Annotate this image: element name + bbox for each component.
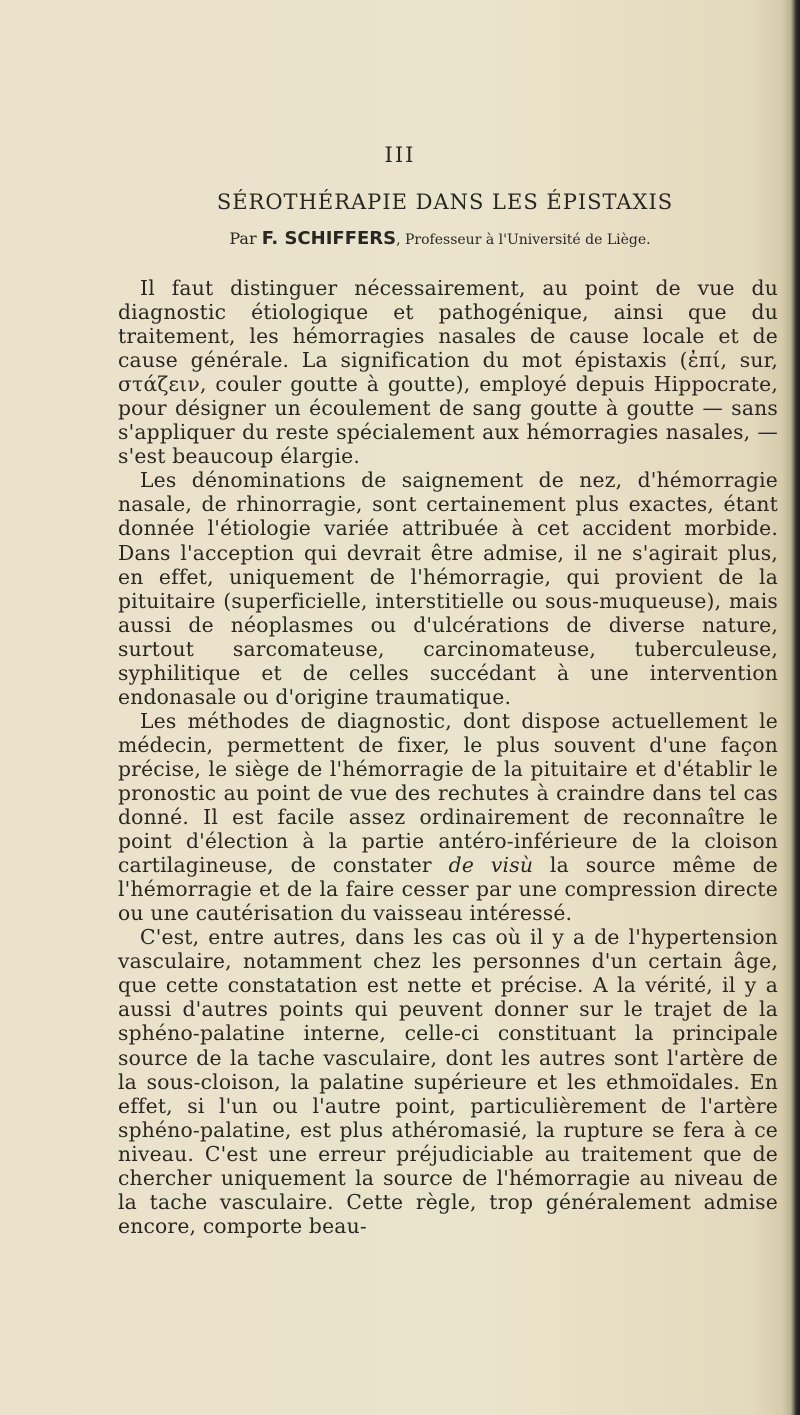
paragraph-3-text: Les méthodes de diagnostic, dont dispose actuellement le médecin, permettent de fixer, le plus souvent d'une façon précise, le siège de l'hémorragie de la pituitaire et d'établir le pronostic au point de vue des rechutes à craindre dans tel cas donné. Il est facile assez ordinairement de reconnaître le point d'élection à la partie antéro-inférieure de la cloison cartilagineuse, de constater bbox=[118, 708, 778, 878]
author-name: F. SCHIFFERS bbox=[261, 228, 397, 249]
paragraph-3-tail: la source même de l'hémorragie et de la faire cesser par une compression directe ou une cautérisation du vaisseau intéressé. bbox=[118, 853, 779, 926]
byline bbox=[0, 228, 800, 249]
paragraph-4: C'est, entre autres, dans les cas où il y a de l'hypertension vasculaire, notamment chez les personnes d'un certain âge, que cette constatation est nette et précise. A la vérité, il y a aussi d'autres points qui peuvent donner sur le trajet de la sphéno-palatine interne, celle-ci constituant la principale source de la tache vasculaire, dont les autres sont l'artère de la sous-cloison, la palatine supérieure et les ethmoïdales. En effet, si l'un ou l'autre point, particulièrement de l'artère sphéno-palatine, est plus athéromasié, la rupture se fera à ce niveau. C'est une erreur préjudiciable au traitement que de chercher uniquement la source de l'hémorragie au niveau de la tache vasculaire. Cette règle, trop généralement admise encore, comporte beau- bbox=[118, 925, 778, 1238]
paragraph-3-italic: de visù bbox=[448, 853, 534, 878]
article-body bbox=[118, 276, 778, 1238]
paragraph-3 bbox=[118, 709, 778, 925]
author-affiliation: , Professeur à l'Université de Liège. bbox=[396, 232, 651, 248]
paragraph-1: Il faut distinguer nécessairement, au point de vue du diagnostic étiologique et pathogénique, ainsi que du traitement, les hémorragies nasales de cause locale et de cause générale. La signification du mot épistaxis (ἐπί, sur, στάζειν, couler goutte à goutte), employé depuis Hippocrate, pour désigner un écoulement de sang goutte à goutte — sans s'appliquer du reste spécialement aux hémorragies nasales, — s'est beaucoup élargie. bbox=[118, 276, 778, 469]
chapter-number: III bbox=[384, 143, 416, 167]
paragraph-2: Les dénominations de saignement de nez, d'hémorragie nasale, de rhinorragie, sont certainement plus exactes, étant donnée l'étiologie variée attribuée à cet accident morbide. Dans l'acception qui devrait être admise, il ne s'agirait plus, en effet, uniquement de l'hémorragie, qui provient de la pituitaire (superficielle, interstitielle ou sous-muqueuse), mais aussi de néoplasmes ou d'ulcérations de diverse nature, surtout sarcomateuse, carcinomateuse, tuberculeuse, syphilitique et de celles succédant à une intervention endonasale ou d'origine traumatique. bbox=[118, 468, 778, 709]
article-title: SÉROTHÉRAPIE DANS LES ÉPISTAXIS bbox=[216, 190, 674, 214]
byline-prefix: Par bbox=[229, 229, 257, 248]
